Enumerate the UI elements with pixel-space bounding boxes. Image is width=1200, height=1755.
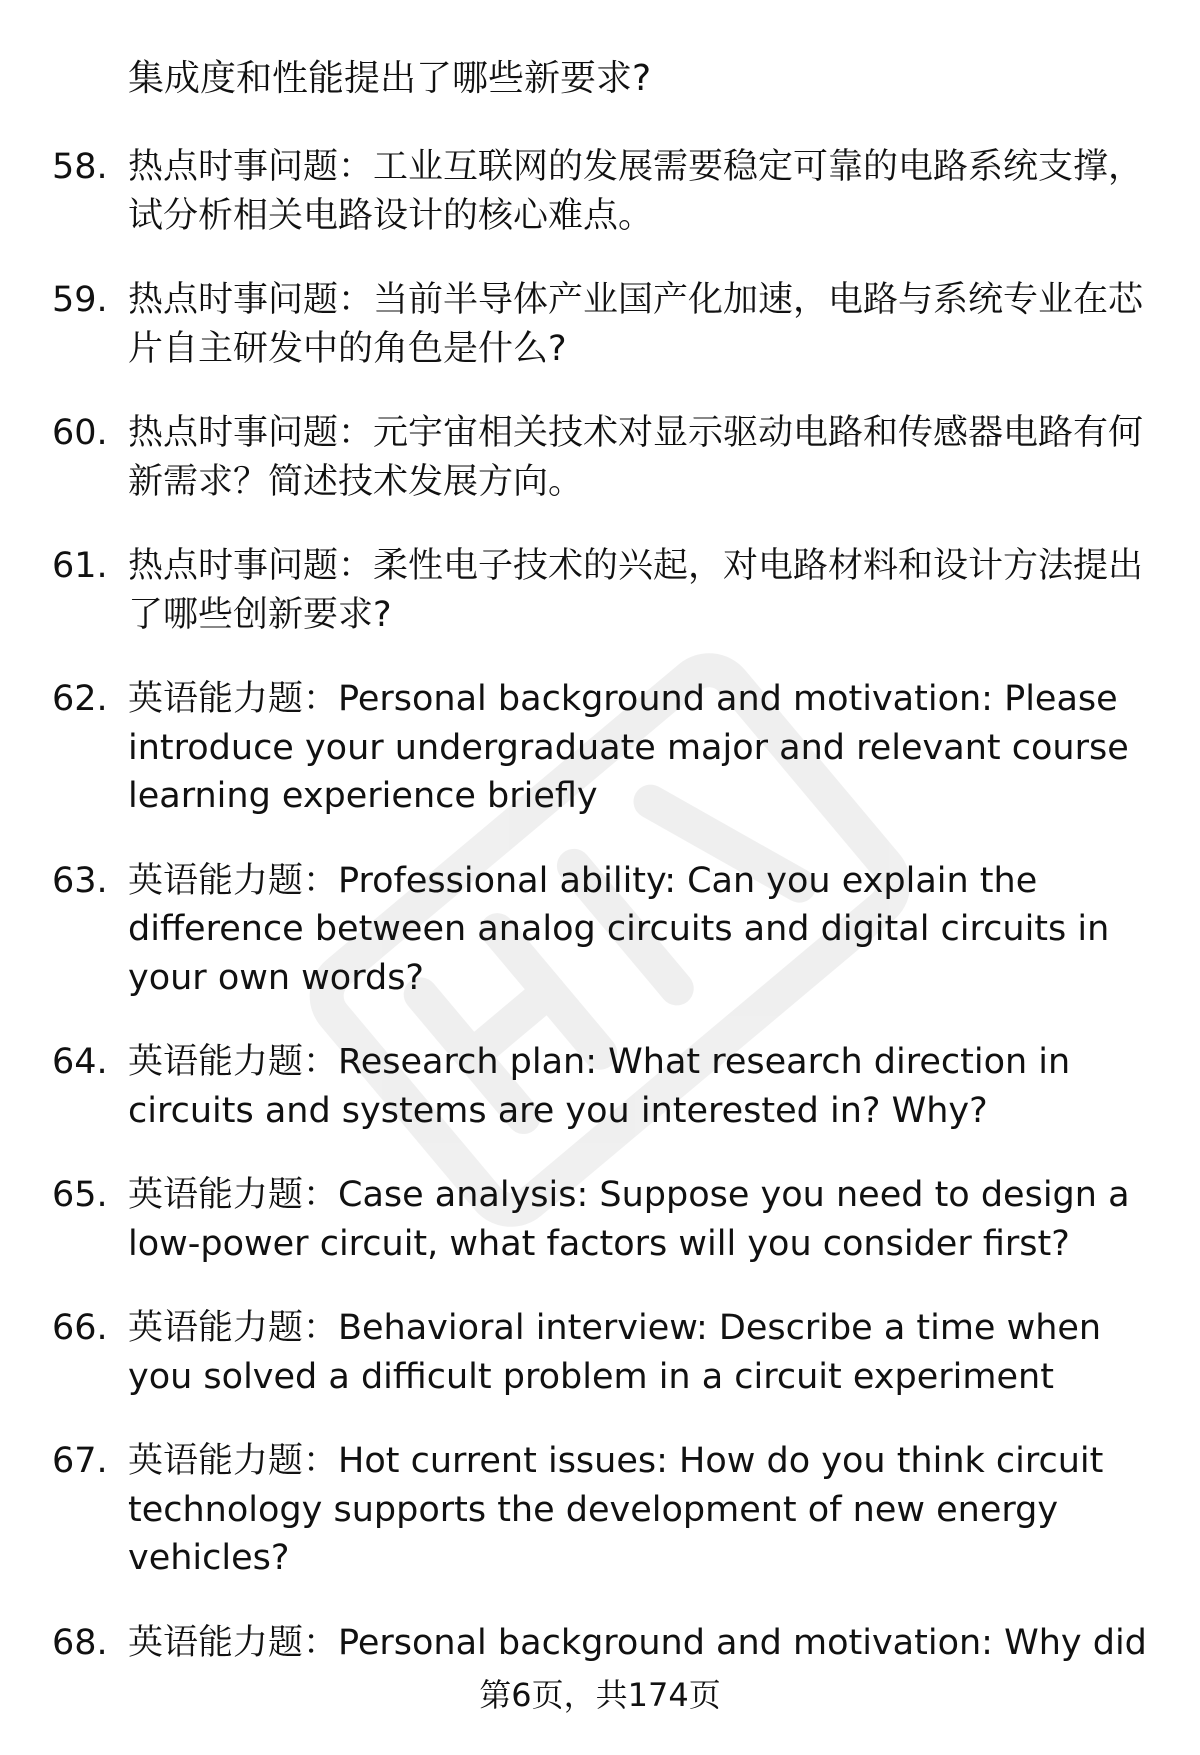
question-text: 英语能力题：Hot current issues: How do you think circuit technology supports the development of new energy vehicles? [128, 1441, 1104, 1578]
question-content [0, 55, 1200, 1703]
list-item [0, 1171, 1200, 1268]
list-item [0, 675, 1200, 821]
question-text: 英语能力题：Personal background and motivation: Please introduce your undergraduate major and relevant course learning experience briefly [128, 679, 1129, 816]
question-text: 热点时事问题：元宇宙相关技术对显示驱动电路和传感器电路有何新需求？简述技术发展方向。 [128, 413, 1144, 502]
question-text: 英语能力题：Personal background and motivation: Why did [128, 1622, 1147, 1663]
question-number: 67. [52, 1441, 108, 1481]
list-item [0, 276, 1200, 373]
question-number: 63. [52, 860, 108, 901]
question-number: 66. [52, 1308, 108, 1348]
list-item [0, 143, 1200, 240]
question-number: 59. [52, 280, 108, 320]
question-number: 65. [52, 1175, 108, 1215]
list-item [0, 1619, 1200, 1668]
list-item [0, 1038, 1200, 1135]
list-item [0, 409, 1200, 506]
question-text: 热点时事问题：柔性电子技术的兴起，对电路材料和设计方法提出了哪些创新要求? [128, 546, 1144, 635]
question-number: 64. [52, 1042, 108, 1082]
question-text: 英语能力题：Professional ability: Can you explain the difference between analog circuits and digital circuits in your own words? [128, 860, 1110, 998]
question-text: 英语能力题：Research plan: What research direction in circuits and systems are you interested in? Why? [128, 1042, 1071, 1131]
list-item [0, 857, 1200, 1003]
question-number: 68. [52, 1622, 108, 1663]
list-item [0, 542, 1200, 639]
question-text: 英语能力题：Case analysis: Suppose you need to design a low-power circuit, what factors will you consider first? [128, 1175, 1130, 1264]
question-number: 61. [52, 546, 108, 586]
list-item [0, 1304, 1200, 1401]
question-number: 58. [52, 147, 108, 187]
question-text: 英语能力题：Behavioral interview: Describe a time when you solved a difficult problem in a circuit experiment [128, 1308, 1102, 1397]
list-item [0, 1437, 1200, 1583]
continued-question-text: 集成度和性能提出了哪些新要求? [128, 58, 652, 99]
question-text: 热点时事问题：工业互联网的发展需要稳定可靠的电路系统支撑，试分析相关电路设计的核心难点。 [128, 147, 1144, 236]
page-footer: 第6页，共174页 [479, 1676, 721, 1714]
question-list [0, 143, 1200, 1667]
question-text: 热点时事问题：当前半导体产业国产化加速，电路与系统专业在芯片自主研发中的角色是什么? [128, 280, 1144, 369]
question-number: 60. [52, 413, 108, 453]
question-number: 62. [52, 679, 108, 719]
